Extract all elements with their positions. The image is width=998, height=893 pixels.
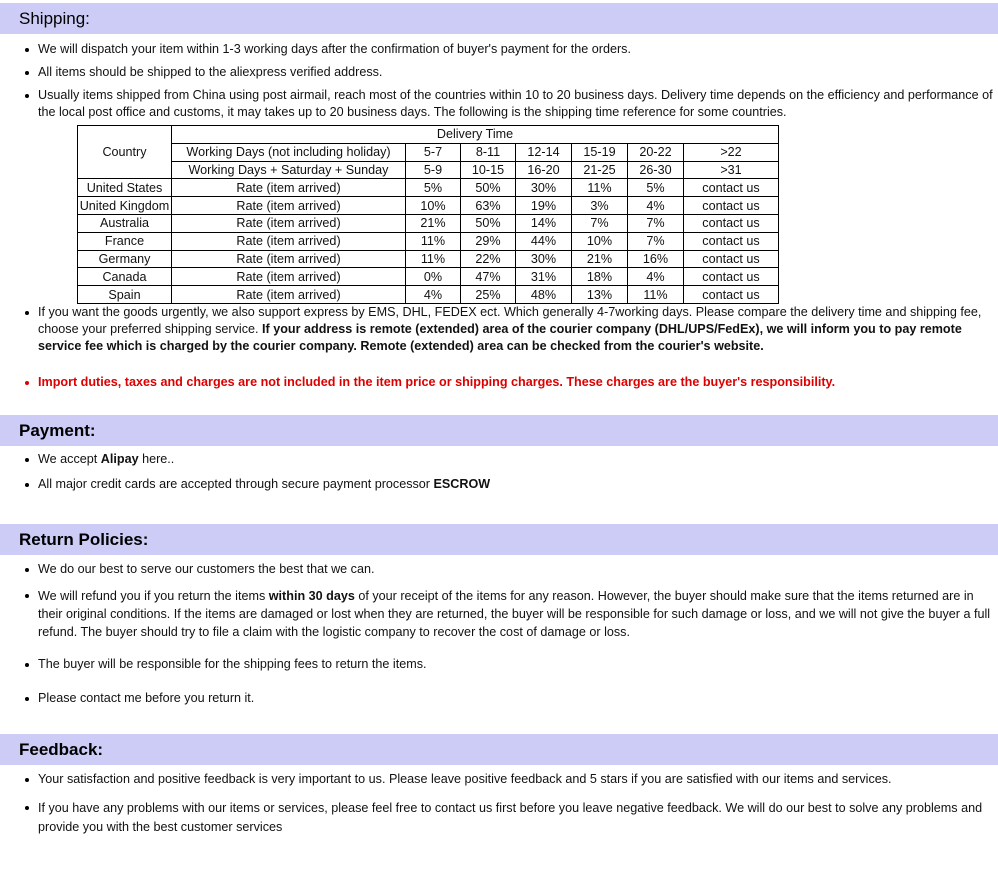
payment-title: Payment: — [19, 421, 96, 440]
payment-text: All major credit cards are accepted through secure payment processor — [38, 477, 434, 491]
working-days-weekend-label: Working Days + Saturday + Sunday — [172, 161, 406, 179]
shipping-bullet-dispatch: We will dispatch your item within 1-3 working days after the confirmation of buyer's payment for the orders. — [38, 41, 996, 58]
remote-area-notice: If your address is remote (extended) area of the courier company (DHL/UPS/FedEx), we will inform you to pay remote service fee which is charged by the courier company. Remote (extended) area can be checked from the courier's website. — [38, 322, 962, 353]
rate-label-cell: Rate (item arrived) — [172, 250, 406, 268]
rate-cell: 7% — [628, 232, 684, 250]
range-cell: 20-22 — [628, 143, 684, 161]
table-row — [78, 268, 779, 286]
rate-cell: 19% — [516, 197, 572, 215]
rate-cell: 3% — [572, 197, 628, 215]
country-cell: Australia — [78, 214, 172, 232]
feedback-section-header — [0, 734, 998, 765]
rate-label-cell: Rate (item arrived) — [172, 286, 406, 304]
payment-section-header — [0, 415, 998, 446]
working-days-label: Working Days (not including holiday) — [172, 143, 406, 161]
rate-cell: 30% — [516, 179, 572, 197]
table-row — [78, 214, 779, 232]
payment-text: here.. — [138, 452, 175, 466]
payment-bullet-escrow — [38, 476, 996, 493]
rate-label-cell: Rate (item arrived) — [172, 214, 406, 232]
range-cell: 8-11 — [461, 143, 516, 161]
refund-text: of your receipt of the items for any reason. However, the buyer should make sure that the items returned are in their original conditions. If the items are damaged or lost when they are returned, the buyer will be responsible for such damage or loss, and we will not give the buyer a full refund. The buyer should try to file a claim with the logistic company to recover the cost of damage or loss. — [38, 589, 991, 639]
rate-cell: 0% — [406, 268, 461, 286]
feedback-bullet-problems: If you have any problems with our items or services, please feel free to contact us first before you leave negative feedback. We will do our best to solve any problems and provide you with the best customer services — [38, 799, 996, 837]
country-cell: United Kingdom — [78, 197, 172, 215]
rate-cell: 16% — [628, 250, 684, 268]
rate-cell: 29% — [461, 232, 516, 250]
rate-label-cell: Rate (item arrived) — [172, 232, 406, 250]
rate-cell: 25% — [461, 286, 516, 304]
rate-cell: 11% — [572, 179, 628, 197]
contact-cell: contact us — [684, 286, 779, 304]
rate-cell: 50% — [461, 179, 516, 197]
rate-label-cell: Rate (item arrived) — [172, 197, 406, 215]
returns-bullet-serve: We do our best to serve our customers the best that we can. — [38, 561, 996, 578]
rate-cell: 11% — [628, 286, 684, 304]
contact-cell: contact us — [684, 250, 779, 268]
table-row — [78, 232, 779, 250]
refund-window: within 30 days — [268, 589, 355, 603]
range-cell: 16-20 — [516, 161, 572, 179]
rate-cell: 4% — [628, 197, 684, 215]
rate-cell: 21% — [572, 250, 628, 268]
contact-cell: contact us — [684, 197, 779, 215]
rate-cell: 7% — [628, 214, 684, 232]
country-cell: France — [78, 232, 172, 250]
range-cell: 12-14 — [516, 143, 572, 161]
returns-bullet-refund — [38, 587, 996, 641]
rate-cell: 50% — [461, 214, 516, 232]
table-row — [78, 197, 779, 215]
rate-cell: 14% — [516, 214, 572, 232]
country-cell: Canada — [78, 268, 172, 286]
range-cell: 21-25 — [572, 161, 628, 179]
rate-cell: 44% — [516, 232, 572, 250]
rate-cell: 21% — [406, 214, 461, 232]
delivery-time-header: Delivery Time — [172, 126, 779, 144]
rate-cell: 30% — [516, 250, 572, 268]
rate-cell: 47% — [461, 268, 516, 286]
table-row — [78, 286, 779, 304]
range-cell: >22 — [684, 143, 779, 161]
country-cell: Spain — [78, 286, 172, 304]
range-cell: >31 — [684, 161, 779, 179]
payment-bullet-alipay — [38, 451, 996, 468]
contact-cell: contact us — [684, 232, 779, 250]
country-column-header: Country — [78, 126, 172, 179]
rate-cell: 11% — [406, 232, 461, 250]
import-duties-notice: Import duties, taxes and charges are not included in the item price or shipping charges. These charges are the buyer's responsibility. — [38, 374, 996, 391]
delivery-time-table — [77, 125, 779, 304]
range-cell: 5-9 — [406, 161, 461, 179]
returns-section-header — [0, 524, 998, 555]
country-cell: Germany — [78, 250, 172, 268]
rate-cell: 11% — [406, 250, 461, 268]
contact-cell: contact us — [684, 179, 779, 197]
contact-cell: contact us — [684, 268, 779, 286]
table-row — [78, 250, 779, 268]
rate-cell: 22% — [461, 250, 516, 268]
shipping-bullet-address: All items should be shipped to the aliexpress verified address. — [38, 64, 996, 81]
feedback-title: Feedback: — [19, 740, 104, 759]
rate-cell: 18% — [572, 268, 628, 286]
rate-label-cell: Rate (item arrived) — [172, 268, 406, 286]
returns-bullet-contact: Please contact me before you return it. — [38, 690, 996, 707]
refund-text: We will refund you if you return the items — [38, 589, 269, 603]
returns-title: Return Policies: — [19, 530, 149, 549]
range-cell: 10-15 — [461, 161, 516, 179]
rate-cell: 5% — [406, 179, 461, 197]
rate-cell: 63% — [461, 197, 516, 215]
shipping-section-header — [0, 3, 998, 34]
table-row — [78, 179, 779, 197]
contact-cell: contact us — [684, 214, 779, 232]
escrow-label: ESCROW — [433, 477, 491, 491]
rate-cell: 4% — [406, 286, 461, 304]
shipping-bullet-express — [38, 304, 996, 355]
shipping-bullet-airmail: Usually items shipped from China using post airmail, reach most of the countries within 10 to 20 business days. Delivery time depends on the efficiency and performance of the local post office and customs, it may takes up to 20 business days. The following is the shipping time reference for some countries. — [38, 87, 996, 121]
range-cell: 15-19 — [572, 143, 628, 161]
feedback-bullet-satisfaction: Your satisfaction and positive feedback is very important to us. Please leave positive feedback and 5 stars if you are satisfied with our items and services. — [38, 771, 996, 788]
shipping-title: Shipping: — [19, 9, 90, 28]
express-text: If you want the goods urgently, we also support express by EMS, DHL, FEDEX ect. Which generally 4-7working days. Please compare the delivery time and shipping fee, choose your preferred shipping service. — [38, 305, 982, 336]
rate-cell: 10% — [572, 232, 628, 250]
rate-cell: 5% — [628, 179, 684, 197]
country-cell: United States — [78, 179, 172, 197]
returns-bullet-shipping-fees: The buyer will be responsible for the shipping fees to return the items. — [38, 656, 996, 673]
range-cell: 26-30 — [628, 161, 684, 179]
rate-cell: 7% — [572, 214, 628, 232]
rate-label-cell: Rate (item arrived) — [172, 179, 406, 197]
rate-cell: 48% — [516, 286, 572, 304]
alipay-label: Alipay — [100, 452, 139, 466]
payment-text: We accept — [38, 452, 101, 466]
rate-cell: 13% — [572, 286, 628, 304]
rate-cell: 4% — [628, 268, 684, 286]
rate-cell: 31% — [516, 268, 572, 286]
rate-cell: 10% — [406, 197, 461, 215]
range-cell: 5-7 — [406, 143, 461, 161]
